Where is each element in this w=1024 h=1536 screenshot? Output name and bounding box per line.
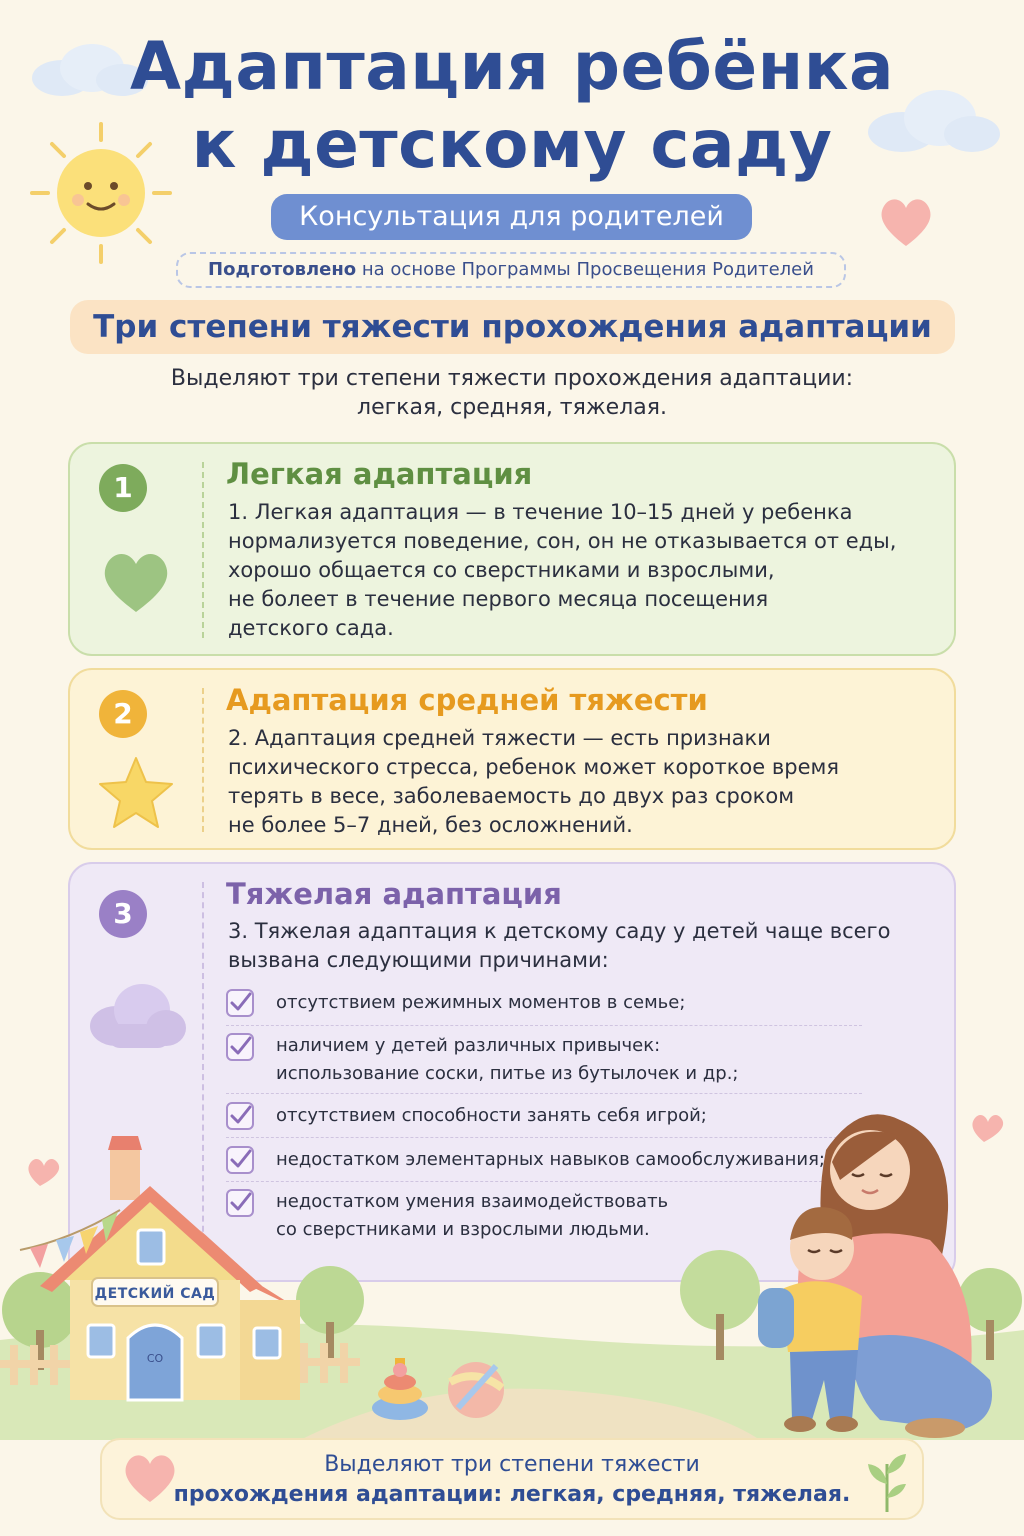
- cloud-icon: [86, 980, 188, 1052]
- card-divider: [202, 688, 204, 832]
- subtitle-badge: Консультация для родителей: [271, 194, 752, 240]
- check-icon: [226, 1033, 254, 1061]
- check-icon: [226, 989, 254, 1017]
- door-label: CO: [146, 1352, 164, 1365]
- prepared-note: Подготовлено на основе Программы Просвещения Родителей: [176, 252, 846, 288]
- card-divider: [202, 462, 204, 638]
- card-title: Адаптация средней тяжести: [226, 683, 708, 717]
- illustration-scene: [0, 1090, 1024, 1440]
- heart-icon: [876, 194, 936, 248]
- intro-text: Выделяют три степени тяжести прохождения адаптации: легкая, средняя, тяжелая.: [170, 366, 854, 420]
- card-title: Тяжелая адаптация: [226, 877, 562, 911]
- cause-text: недостатком умения взаимодействовать со сверстниками и взрослыми людьми.: [276, 1191, 669, 1240]
- cause-text: недостатком элементарных навыков самообслуживания;: [276, 1149, 825, 1170]
- list-item: [226, 1028, 862, 1094]
- section-banner: Три степени тяжести прохождения адаптации: [70, 300, 955, 354]
- cause-text: отсутствием режимных моментов в семье;: [276, 992, 686, 1013]
- kindergarten-sign: ДЕТСКИЙ САД: [94, 1286, 216, 1302]
- heart-icon: [98, 548, 174, 614]
- page-title: Адаптация ребёнка к детскому саду: [129, 28, 895, 183]
- sprout-icon: [862, 1444, 912, 1514]
- footer-summary: Выделяют три степени тяжести прохождения адаптации: легкая, средняя, тяжелая.: [100, 1438, 924, 1520]
- step-number-1: 1: [99, 464, 147, 512]
- step-number-2: 2: [99, 690, 147, 738]
- card-description: 1. Легкая адаптация — в течение 10–15 дней у ребенка нормализуется поведение, сон, он не отказывается от еды, хорошо общается со сверстниками и взрослыми, не болеет в течение первого месяца посещения детского сада.: [228, 500, 897, 640]
- step-number-3: 3: [99, 890, 147, 938]
- card-title: Легкая адаптация: [226, 457, 533, 491]
- card-description: 3. Тяжелая адаптация к детскому саду у детей чаще всего вызвана следующими причинами:: [228, 919, 891, 972]
- star-icon: [96, 754, 176, 832]
- heart-icon: [120, 1450, 180, 1504]
- card-description: 2. Адаптация средней тяжести — есть признаки психического стресса, ребенок может короткое время терять в весе, заболеваемость до двух раз сроком не более 5–7 дней, без осложнений.: [228, 726, 839, 837]
- list-item: [226, 982, 862, 1026]
- cause-text: наличием у детей различных привычек: использование соски, питье из бутылочек и др.;: [276, 1035, 739, 1084]
- cause-text: отсутствием способности занять себя игрой;: [276, 1105, 707, 1126]
